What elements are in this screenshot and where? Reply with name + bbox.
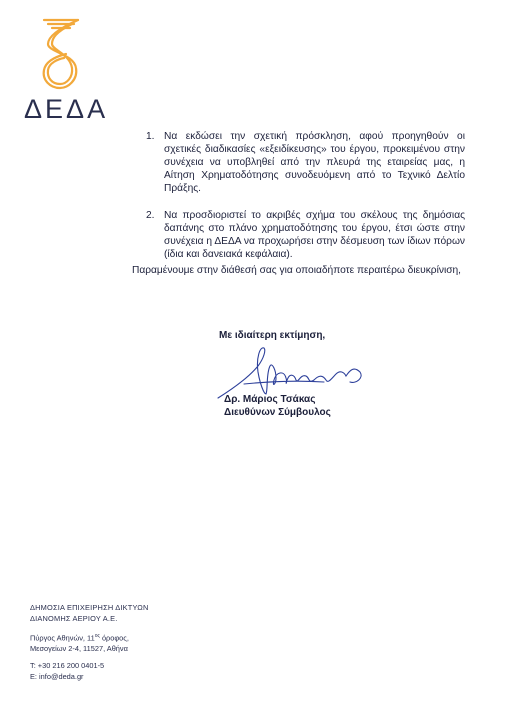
brand-name: ΔΕΔΑ bbox=[24, 94, 109, 124]
list-item bbox=[146, 130, 465, 195]
list-item bbox=[146, 209, 465, 261]
regards-line: Με ιδιαίτερη εκτίμηση, bbox=[219, 330, 326, 341]
signer-title: Διευθύνων Σύμβουλος bbox=[224, 407, 331, 418]
deda-logo bbox=[24, 14, 109, 124]
deda-logo-icon bbox=[38, 14, 84, 92]
footer-phone: T: +30 216 200 0401-5 bbox=[30, 661, 105, 671]
closing-sentence: Παραμένουμε στην διάθεσή σας για οποιαδήποτε περαιτέρω διευκρίνιση, bbox=[132, 265, 461, 276]
footer-address-line2: Μεσογείων 2-4, 11527, Αθήνα bbox=[30, 643, 128, 653]
footer-email: E: info@deda.gr bbox=[30, 671, 84, 681]
list-item-text: Να εκδώσει την σχετική πρόσκληση, αφού προηγηθούν οι σχετικές διαδικασίες «εξειδίκευσης» του έργου, προκειμένου στην συνέχεια να υποβληθεί από την πλευρά της εταιρείας μας, η Αίτηση Χρηματοδότησης συνοδευόμενη από το Τεχνικό Δελτίο Πράξης. bbox=[164, 131, 465, 194]
footer-address-line1: Πύργος Αθηνών, $11^{o\varsigma}$ όροφος, bbox=[30, 633, 129, 643]
numbered-list bbox=[146, 130, 465, 275]
list-item-number: 1. bbox=[146, 131, 155, 142]
signer-name: Δρ. Μάριος Τσάκας bbox=[224, 394, 316, 405]
list-item-text: Να προσδιοριστεί το ακριβές σχήμα του σκέλους της δημόσιας δαπάνης στο πλάνο χρηματοδότησης του έργου, έτσι ώστε στην συνέχεια η ΔΕΔΑ να προχωρήσει στην δέσμευση των ίδιων πόρων (ίδια και δανειακά κεφάλαια). bbox=[164, 210, 465, 260]
footer-org-line2: ΔΙΑΝΟΜΗΣ ΑΕΡΙΟΥ Α.Ε. bbox=[30, 613, 118, 623]
footer-org-line1: ΔΗΜΟΣΙΑ ΕΠΙΧΕΙΡΗΣΗ ΔΙΚΤΥΩΝ bbox=[30, 603, 149, 612]
list-item-number: 2. bbox=[146, 210, 155, 221]
footer-contact bbox=[30, 603, 149, 682]
